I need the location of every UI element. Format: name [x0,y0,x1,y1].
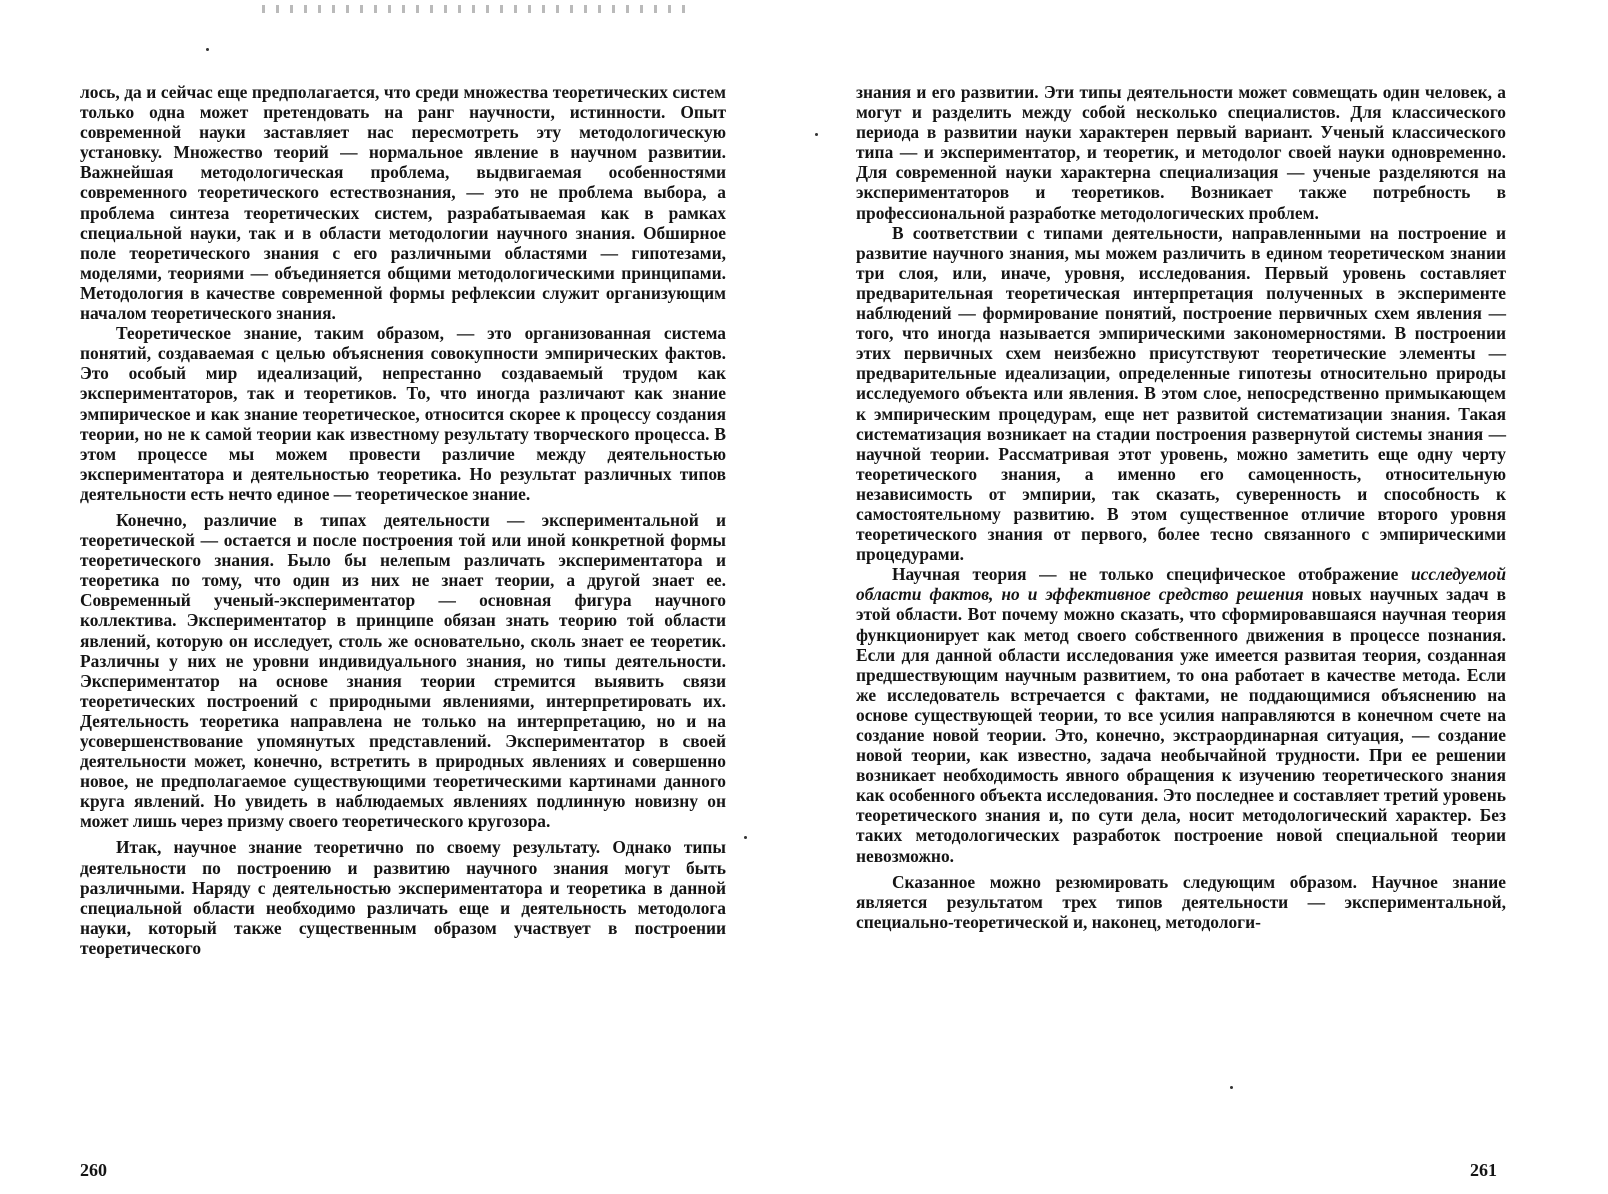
right-page [800,0,1608,1194]
emphasized-text: исследуемой области фактов, но и эффективное средство решения [856,564,1506,605]
paragraph: В соответствии с типами деятельности, направленными на построение и развитие научного знания, мы можем различить в едином теоретическом знании три слоя, или, иначе, уровня, исследования. Первый уровень составляет предварительная теоретическая интерпретация полученных в эксперименте наблюдений — формирование понятий, построение первичных схем явления — того, что иногда называется эмпирическими закономерностями. В построении этих первичных схем неизбежно присутствуют теоретические элементы — предварительные идеализации, определенные гипотезы относительно природы исследуемого объекта или явления. В этом слое, непосредственно примыкающем к эмпирическим процедурам, еще нет развитой систематизации знания. Такая систематизация возникает на стадии построения развернутой системы знания — научной теории. Рассматривая этот уровень, можно заметить еще одну черту теоретического знания, а именно его самоценность, относительную независимость от эмпирии, так сказать, суверенность и способность к самостоятельному развитию. В этом существенное отличие второго уровня теоретического знания от первого, более тесно связанного с эмпирическими процедурами. [856,222,1506,565]
paragraph: Сказанное можно резюмировать следующим образом. Научное знание является результатом трех типов деятельности — экспериментальной, специально-теоретической и, наконец, методологи- [856,871,1506,932]
left-page [0,0,800,1194]
page-number: 261 [1470,1160,1497,1180]
right-page-body [856,82,1506,932]
page-number: 260 [80,1160,107,1180]
paragraph-text: Научная теория — не только специфическое отображение [892,564,1411,585]
paragraph [856,564,1506,865]
left-page-body [80,82,726,958]
paragraph: Теоретическое знание, таким образом, — это организованная система понятий, создаваемая с целью объяснения совокупности эмпирических фактов. Это особый мир идеализаций, непрестанно создаваемый трудом как экспериментаторов, так и теоретиков. То, что иногда различают как знание эмпирическое и как знание теоретическое, относится скорее к процессу создания теории, но не к самой теории как известному результату творческого процесса. В этом процессе мы можем провести различие между деятельностью экспериментатора и деятельностью теоретика. Но результат различных типов деятельности есть нечто единое — теоретическое знание. [80,323,726,504]
paragraph: Конечно, различие в типах деятельности — экспериментальной и теоретической — остается и после построения той или иной конкретной формы теоретического знания. Было бы нелепым различать экспериментатора и теоретика по тому, что один из них не знает теории, а другой знает ее. Современный ученый-экспериментатор — основная фигура научного коллектива. Экспериментатор в принципе обязан знать теорию той области явлений, которую он исследует, столь же основательно, сколь знает ее теоретик. Различны у них не уровни индивидуального знания, но типы деятельности. Экспериментатор на основе знания теории стремится выявить связи теоретических построений с природными явлениями, интерпретировать их. Деятельность теоретика направлена не только на интерпретацию, но и на усовершенствование упомянутых представлений. Экспериментатор в своей деятельности может, конечно, встретить в природных явлениях и совершенно новое, не предполагаемое существующими теоретическими картинами данного круга явлений. Но увидеть в наблюдаемых явлениях подлинную новизну он может лишь через призму своего теоретического кругозора. [80,509,726,832]
paragraph: лось, да и сейчас еще предполагается, что среди множества теоретических систем только одна может претендовать на ранг научности, истинности. Опыт современной науки заставляет нас пересмотреть эту методологическую установку. Множество теорий — нормальное явление в научном развитии. Важнейшая методологическая проблема, выдвигаемая особенностями современного теоретического естествознания, — это не проблема выбора, а проблема синтеза теоретических систем, разрабатываемая как в рамках специальной науки, так и в области методологии научного знания. Обширное поле теоретического знания с его различными областями — гипотезами, моделями, теориями — объединяется общими методологическими принципами. Методология в качестве современной формы рефлексии служит организующим началом теоретического знания. [80,82,726,324]
paragraph-text: новых научных задач в этой области. Вот почему можно сказать, что сформировавшаяся научная теория функционирует как метод своего собственного движения в процессе познания. Если для данной области исследования уже имеется развитая теория, созданная предшествующим научным развитием, то она работает в качестве метода. Если же исследователь встречается с фактами, не поддающимися объяснению на основе существующей теории, то все усилия направляются в конечном счете на создание новой теории. Это, конечно, экстраординарная ситуация, — создание новой теории, как известно, задача необычайной трудности. При ее решении возникает необходимость явного обращения к изучению теоретического знания как особенного объекта исследования. Это последнее и составляет третий уровень теоретического знания и, по сути дела, носит методологический характер. Без таких методологических разработок построение новой специальной теории невозможно. [856,584,1506,866]
paragraph: знания и его развитии. Эти типы деятельности может совмещать один человек, а могут и разделить между собой несколько специалистов. Для классического периода в развитии науки характерен первый вариант. Ученый классического типа — и экспериментатор, и теоретик, и методолог своей науки одновременно. Для современной науки характерна специализация — ученые разделяются на экспериментаторов и теоретиков. Возникает также потребность в профессиональной разработке методологических проблем. [856,82,1506,223]
paragraph: Итак, научное знание теоретично по своему результату. Однако типы деятельности по построению и развитию научного знания могут быть различными. Наряду с деятельностью экспериментатора и теоретика в данной специальной области необходимо различать еще и деятельность методолога науки, который также существенным образом участвует в построении теоретического [80,837,726,958]
